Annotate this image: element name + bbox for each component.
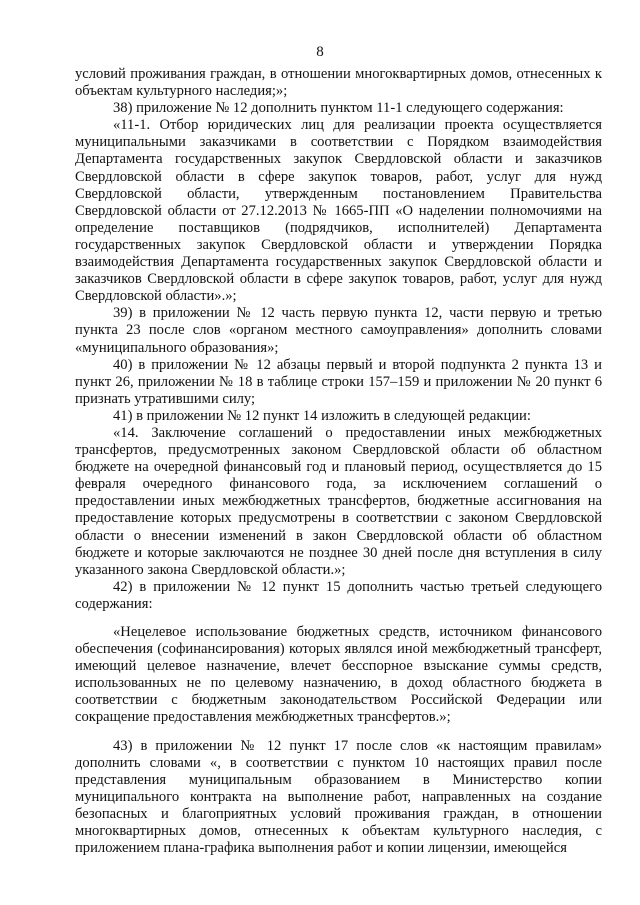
paragraph-item-40: 40) в приложении № 12 абзацы первый и второй подпункта 2 пункта 13 и пункт 26, приложении № 18 в таблице строки 157–159 и приложении № 20 пункт 6 признать утратившими силу; — [75, 356, 602, 407]
paragraph-item-42: 42) в приложении № 12 пункт 15 дополнить частью третьей следующего содержания: — [75, 578, 602, 612]
paragraph-quote-15: «Нецелевое использование бюджетных средств, источником финансового обеспечения (софинансирования) которых являлся иной межбюджетный трансферт, имеющий целевое назначение, влечет бесспорное взыскание суммы средств, использованных не по целевому назначению, в доход областного бюджета в соответствии с бюджетным законодательством Российской Федерации или сокращение предоставления межбюджетных трансфертов.»; — [75, 624, 602, 726]
document-body — [75, 66, 602, 857]
page-number: 8 — [316, 44, 324, 60]
paragraph-quote-11-1: «11-1. Отбор юридических лиц для реализации проекта осуществляется муниципальными заказчиками в соответствии с Порядком взаимодействия Департамента государственных закупок Свердловской области и заказчиков Свердловской области в сфере закупок товаров, работ, услуг для нужд Свердловской области, утвержденным постановлением Правительства Свердловской области от 27.12.2013 № 1665-ПП «О наделении полномочиями на определение поставщиков (подрядчиков, исполнителей) Департамента государственных закупок Свердловской области и утверждении Порядка взаимодействия Департамента государственных закупок Свердловской области и заказчиков Свердловской области в сфере закупок товаров, работ, услуг для нужд Свердловской области».»; — [75, 117, 602, 305]
paragraph-quote-14: «14. Заключение соглашений о предоставлении иных межбюджетных трансфертов, предусмотренных законом Свердловской области об областном бюджете на очередной финансовый год и плановый период, осуществляется до 15 февраля очередного финансового года, за исключением соглашений о предоставлении иных межбюджетных трансфертов, бюджетные ассигнования на предоставление которых предусмотрены в соответствии с законом Свердловской области о внесении изменений в закон Свердловской области об областном бюджете и которые заключаются не позднее 30 дней после дня вступления в силу указанного закона Свердловской области.»; — [75, 424, 602, 578]
paragraph-item-38: 38) приложение № 12 дополнить пунктом 11-1 следующего содержания: — [113, 100, 564, 117]
paragraph-continuation: условий проживания граждан, в отношении многоквартирных домов, отнесенных к объектам культурного наследия;»; — [75, 66, 602, 100]
paragraph-item-43: 43) в приложении № 12 пункт 17 после слов «к настоящим правилам» дополнить словами «, в соответствии с пунктом 10 настоящих правил после представления муниципальным образованием в Министерство копии муниципального контракта на выполнение работ, направленных на создание безопасных и благоприятных условий проживания граждан, в отношении многоквартирных домов, отнесенных к объектам культурного наследия, с приложением плана-графика выполнения работ и копии лицензии, имеющейся — [75, 737, 602, 857]
paragraph-item-41: 41) в приложении № 12 пункт 14 изложить в следующей редакции: — [113, 407, 531, 424]
paragraph-item-39: 39) в приложении № 12 часть первую пункта 12, части первую и третью пункта 23 после слов «органом местного самоуправления» дополнить словами «муниципального образования»; — [75, 305, 602, 356]
